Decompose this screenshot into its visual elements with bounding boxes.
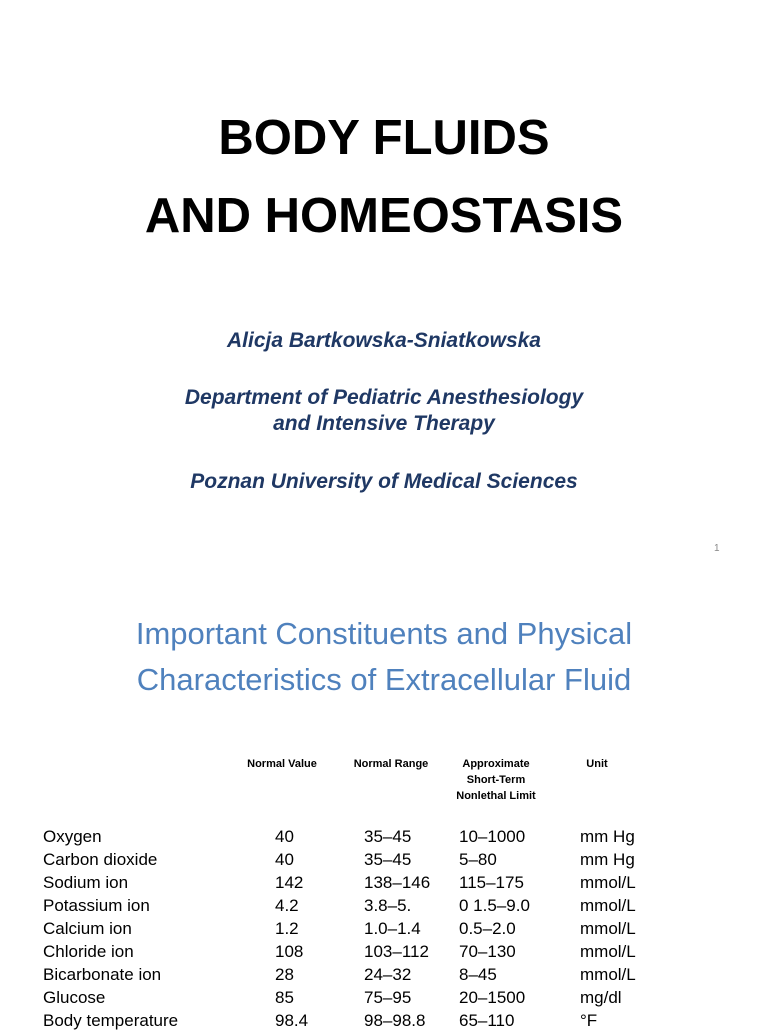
row-normal-range: 24–32 bbox=[364, 965, 412, 984]
row-normal-value: 40 bbox=[275, 850, 294, 869]
row-normal-range: 1.0–1.4 bbox=[364, 919, 421, 938]
row-normal-range: 98–98.8 bbox=[364, 1011, 426, 1030]
row-nonlethal-limit: 20–1500 bbox=[459, 988, 526, 1007]
row-normal-value: 98.4 bbox=[275, 1011, 309, 1030]
row-nonlethal-limit: 70–130 bbox=[459, 942, 516, 961]
row-normal-range: 138–146 bbox=[364, 873, 431, 892]
department-line-1: Department of Pediatric Anesthesiology bbox=[184, 386, 584, 409]
table-row bbox=[0, 871, 768, 894]
row-unit: mmol/L bbox=[580, 873, 636, 892]
row-normal-value: 85 bbox=[275, 988, 294, 1007]
table-row bbox=[0, 825, 768, 848]
table-row bbox=[0, 1009, 768, 1032]
row-name: Bicarbonate ion bbox=[43, 965, 162, 984]
row-name: Glucose bbox=[43, 988, 106, 1007]
row-normal-value: 1.2 bbox=[275, 919, 299, 938]
column-header-limit-line-1: Approximate bbox=[462, 758, 530, 770]
row-normal-value: 28 bbox=[275, 965, 294, 984]
row-nonlethal-limit: 10–1000 bbox=[459, 827, 526, 846]
slide-heading-line-1: Important Constituents and Physical bbox=[135, 616, 633, 651]
row-nonlethal-limit: 115–175 bbox=[459, 873, 524, 892]
column-header-limit-line-3: Nonlethal Limit bbox=[456, 790, 536, 802]
row-unit: mg/dl bbox=[580, 988, 622, 1007]
row-normal-range: 35–45 bbox=[364, 850, 412, 869]
row-normal-value: 40 bbox=[275, 827, 294, 846]
slide-heading-line-2: Characteristics of Extracellular Fluid bbox=[136, 662, 632, 697]
column-header-normal-range: Normal Range bbox=[353, 758, 429, 770]
table-row bbox=[0, 894, 768, 917]
row-name: Potassium ion bbox=[43, 896, 150, 915]
row-normal-value: 4.2 bbox=[275, 896, 299, 915]
row-unit: mm Hg bbox=[580, 827, 635, 846]
table-row bbox=[0, 940, 768, 963]
row-nonlethal-limit: 65–110 bbox=[459, 1011, 515, 1030]
table-slide bbox=[0, 576, 768, 1030]
row-normal-range: 3.8–5. bbox=[364, 896, 412, 915]
row-nonlethal-limit: 5–80 bbox=[459, 850, 497, 869]
row-nonlethal-limit: 0.5–2.0 bbox=[459, 919, 516, 938]
row-name: Calcium ion bbox=[43, 919, 132, 938]
slide-title-line-2: AND HOMEOSTASIS bbox=[144, 189, 624, 243]
column-header-normal-value: Normal Value bbox=[247, 758, 317, 770]
table-row bbox=[0, 848, 768, 871]
row-normal-range: 35–45 bbox=[364, 827, 412, 846]
row-normal-value: 142 bbox=[275, 873, 304, 892]
row-name: Body temperature bbox=[43, 1011, 179, 1030]
row-name: Oxygen bbox=[43, 827, 102, 846]
row-normal-value: 108 bbox=[275, 942, 304, 961]
slide-title-line-1: BODY FLUIDS bbox=[218, 111, 550, 165]
row-unit: mm Hg bbox=[580, 850, 635, 869]
university-name: Poznan University of Medical Sciences bbox=[190, 470, 578, 493]
row-name: Sodium ion bbox=[43, 873, 129, 892]
department-line-2: and Intensive Therapy bbox=[273, 412, 495, 435]
row-nonlethal-limit: 8–45 bbox=[459, 965, 497, 984]
row-unit: mmol/L bbox=[580, 896, 636, 915]
author-name: Alicja Bartkowska-Sniatkowska bbox=[227, 329, 541, 352]
row-normal-range: 75–95 bbox=[364, 988, 412, 1007]
row-name: Carbon dioxide bbox=[43, 850, 158, 869]
table-row bbox=[0, 963, 768, 986]
column-header-limit-line-2: Short-Term bbox=[466, 774, 526, 786]
row-unit: °F bbox=[580, 1011, 598, 1030]
row-nonlethal-limit: 0 1.5–9.0 bbox=[459, 896, 530, 915]
table-row bbox=[0, 917, 768, 940]
column-header-nonlethal-limit bbox=[446, 756, 546, 804]
row-unit: mmol/L bbox=[580, 965, 636, 984]
page-number: 1 bbox=[714, 543, 720, 554]
row-unit: mmol/L bbox=[580, 919, 636, 938]
row-normal-range: 103–112 bbox=[364, 942, 429, 961]
row-name: Chloride ion bbox=[43, 942, 134, 961]
table-row bbox=[0, 986, 768, 1009]
column-header-unit: Unit bbox=[586, 758, 608, 770]
row-unit: mmol/L bbox=[580, 942, 636, 961]
